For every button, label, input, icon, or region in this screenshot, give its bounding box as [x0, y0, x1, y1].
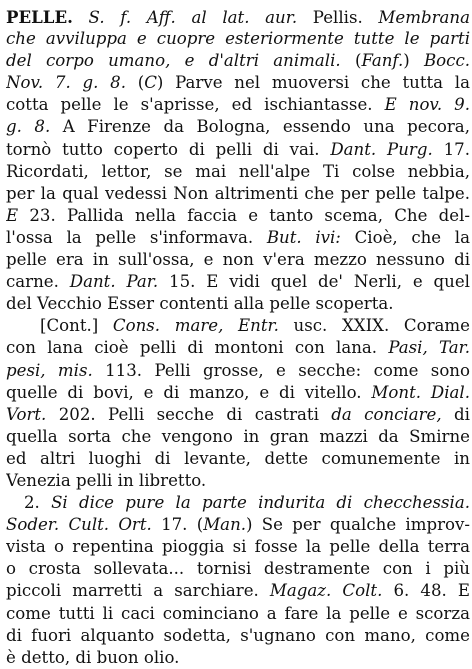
- entry-line: [6, 603, 470, 625]
- text-run: ): [403, 51, 424, 71]
- text-run: E nov. 9.: [384, 95, 470, 115]
- text-run: Magaz. Colt.: [269, 581, 383, 601]
- text-run: Dant. Purg.: [330, 139, 433, 159]
- text-run: per la qual vedessi Non altrimenti che per pelle talpe.: [6, 183, 470, 203]
- text-run: usc. XXIX. Corame: [278, 316, 470, 336]
- text-run: pelle era in sull'ossa, e non v'era mezzo nessuno di: [6, 250, 470, 270]
- text-run: del Vecchio Esser contenti alla pelle scoperta.: [6, 294, 394, 314]
- entry-line: [6, 514, 470, 536]
- entry-line: [6, 580, 470, 602]
- entry-line: [6, 6, 470, 28]
- entry-line: [6, 161, 470, 183]
- entry-line: [6, 50, 470, 72]
- text-run: Mont. Dial.: [371, 382, 470, 402]
- headword: PELLE.: [6, 7, 73, 27]
- entry-line: [6, 558, 470, 580]
- entry-line: [6, 116, 470, 138]
- text-run: 6. 48. E: [382, 581, 470, 601]
- text-run: 23. Pallida nella faccia e tanto scema, Che del-: [18, 205, 470, 225]
- text-run: 17.: [432, 139, 470, 159]
- text-run: 113. Pelli grosse, e secche: come sono: [92, 360, 470, 380]
- text-run: del corpo umano, e d'altri animali.: [6, 51, 341, 71]
- text-run: E: [6, 205, 19, 225]
- text-run: But. ivi:: [266, 227, 341, 247]
- text-run: Soder. Cult. Ort.: [6, 515, 152, 535]
- entry-line: [6, 382, 470, 404]
- text-run: carne.: [6, 272, 70, 292]
- text-run: ) Se per qualche improv-: [246, 515, 470, 535]
- entry-line: [6, 315, 470, 337]
- entry-line: [6, 337, 470, 359]
- text-run: l'ossa la pelle s'informava.: [6, 227, 267, 247]
- entry-line: [6, 404, 470, 426]
- entry-line: [6, 94, 470, 116]
- text-run: 17. (: [151, 515, 204, 535]
- entry-line: [6, 293, 470, 315]
- text-run: 202. Pelli secche di castrati: [46, 404, 332, 424]
- text-run: Vort.: [6, 404, 47, 424]
- entry-line: [6, 625, 470, 647]
- text-run: Pasi, Tar.: [388, 338, 470, 358]
- entry-line: [6, 205, 470, 227]
- text-run: Bocc.: [423, 51, 470, 71]
- text-run: [Cont.]: [40, 316, 113, 336]
- dictionary-entry: [6, 6, 470, 669]
- entry-line: [6, 360, 470, 382]
- text-run: da conciare,: [331, 404, 442, 424]
- text-run: Ricordati, lettor, se mai nell'alpe Ti colse nebbia,: [6, 161, 470, 181]
- entry-line: [6, 249, 470, 271]
- text-run: (: [340, 51, 362, 71]
- text-run: è detto, di buon olio.: [6, 647, 180, 667]
- text-run: di: [441, 404, 470, 424]
- entry-line: [6, 647, 470, 669]
- text-run: piccoli marretti a sarchiare.: [6, 581, 270, 601]
- entry-line: [6, 536, 470, 558]
- text-run: Pellis.: [312, 8, 379, 27]
- text-run: A Firenze da Bologna, essendo una pecora,: [50, 117, 470, 137]
- text-run: C: [144, 73, 157, 93]
- text-run: ed altri luoghi di levante, dette comunemente in: [6, 448, 470, 468]
- text-run: Cioè, che la: [340, 227, 470, 247]
- entry-line: [6, 470, 470, 492]
- text-run: quella sorta che vengono in gran mazzi da Smirne: [6, 426, 470, 446]
- text-run: 2.: [24, 493, 52, 513]
- entry-line: [6, 492, 470, 514]
- text-run: Dant. Par.: [69, 272, 159, 292]
- entry-line: [6, 227, 470, 249]
- text-run: S. f. Aff. al lat. aur.: [72, 8, 313, 27]
- text-run: Man.: [203, 515, 247, 535]
- text-run: Fanf.: [361, 51, 404, 71]
- entry-text: [6, 6, 470, 669]
- entry-line: [6, 271, 470, 293]
- text-run: quelle di bovi, e di manzo, e di vitello.: [6, 382, 372, 402]
- text-run: Venezia pelli in libretto.: [6, 470, 207, 490]
- text-run: Membrana: [378, 8, 470, 27]
- entry-line: [6, 183, 470, 205]
- entry-line: [6, 139, 470, 161]
- text-run: vista o repentina pioggia si fosse la pelle della terra: [6, 537, 470, 557]
- text-run: che avviluppa e cuopre esteriormente tutte le parti: [6, 29, 470, 49]
- text-run: Nov. 7. g. 8.: [6, 73, 126, 93]
- text-run: pesi, mis.: [6, 360, 93, 380]
- text-run: cotta pelle le s'aprisse, ed ischiantasse.: [6, 95, 385, 115]
- entry-line: [6, 448, 470, 470]
- text-run: tornò tutto coperto di pelli di vai.: [6, 139, 331, 159]
- text-run: come tutti li caci cominciano a fare la pelle e scorza: [6, 603, 470, 623]
- entry-line: [6, 72, 470, 94]
- text-run: Si dice pure la parte indurita di checchessia.: [51, 493, 470, 513]
- text-run: 15. E vidi quel de' Nerli, e quel: [158, 272, 470, 292]
- text-run: (: [125, 73, 145, 93]
- entry-line: [6, 28, 470, 50]
- text-run: con lana cioè pelli di montoni con lana.: [6, 338, 389, 358]
- entry-line: [6, 426, 470, 448]
- text-run: Cons. mare, Entr.: [112, 316, 279, 336]
- text-run: o crosta sollevata... tornisi destramente con i più: [6, 559, 470, 579]
- text-run: g. 8.: [6, 117, 51, 137]
- text-run: ) Parve nel muoversi che tutta la: [156, 73, 470, 93]
- text-run: di fuori alquanto sodetta, s'ugnano con mano, come: [6, 625, 470, 645]
